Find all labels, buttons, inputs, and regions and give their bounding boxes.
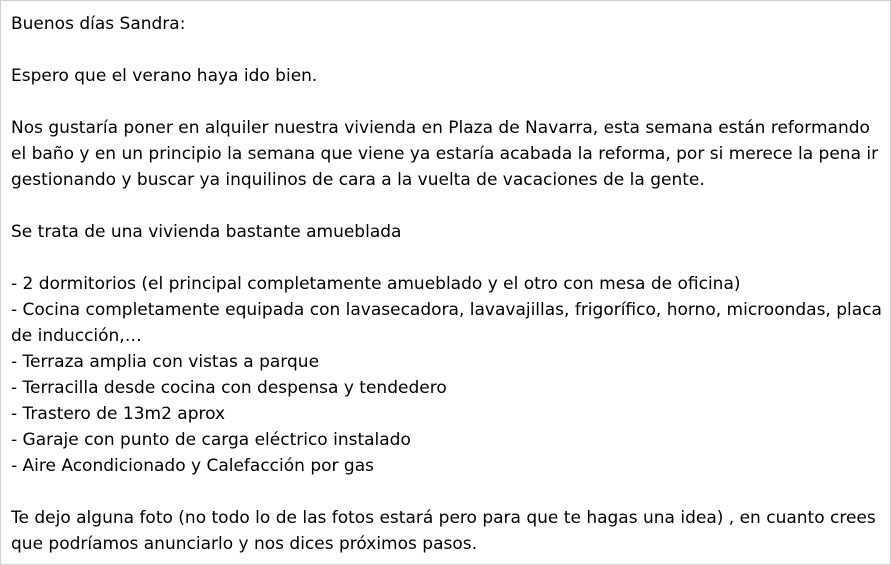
blank-line — [11, 193, 883, 219]
greeting-line: Buenos días Sandra: — [11, 14, 186, 34]
blank-line — [11, 37, 883, 63]
feature-item: - Garaje con punto de carga eléctrico instalado — [11, 430, 411, 450]
feature-item: - 2 dormitorios (el principal completamente amueblado y el otro con mesa de oficina) — [11, 274, 741, 294]
blank-line — [11, 245, 883, 271]
feature-item: - Cocina completamente equipada con lavasecadora, lavavajillas, frigorífico, horno, microondas, placa de inducción,… — [11, 300, 882, 346]
feature-list — [11, 271, 883, 479]
blank-line — [11, 479, 883, 505]
paragraph-furnished: Se trata de una vivienda bastante amueblada — [11, 222, 402, 242]
feature-item: - Trastero de 13m2 aprox — [11, 404, 226, 424]
paragraph-summer: Espero que el verano haya ido bien. — [11, 66, 318, 86]
email-text — [11, 11, 883, 557]
feature-item: - Aire Acondicionado y Calefacción por gas — [11, 456, 374, 476]
feature-item: - Terraza amplia con vistas a parque — [11, 352, 320, 372]
paragraph-rental: Nos gustaría poner en alquiler nuestra vivienda en Plaza de Navarra, esta semana están reformando el baño y en un principio la semana que viene ya estaría acabada la reforma, por si merece la pena ir gestionando y buscar ya inquilinos de cara a la vuelta de vacaciones de la gente. — [11, 118, 879, 190]
closing-paragraph: Te dejo alguna foto (no todo lo de las fotos estará pero para que te hagas una idea) , en cuanto crees que podríamos anunciarlo y nos dices próximos pasos. — [11, 508, 876, 554]
blank-line — [11, 89, 883, 115]
feature-item: - Terracilla desde cocina con despensa y tendedero — [11, 378, 447, 398]
